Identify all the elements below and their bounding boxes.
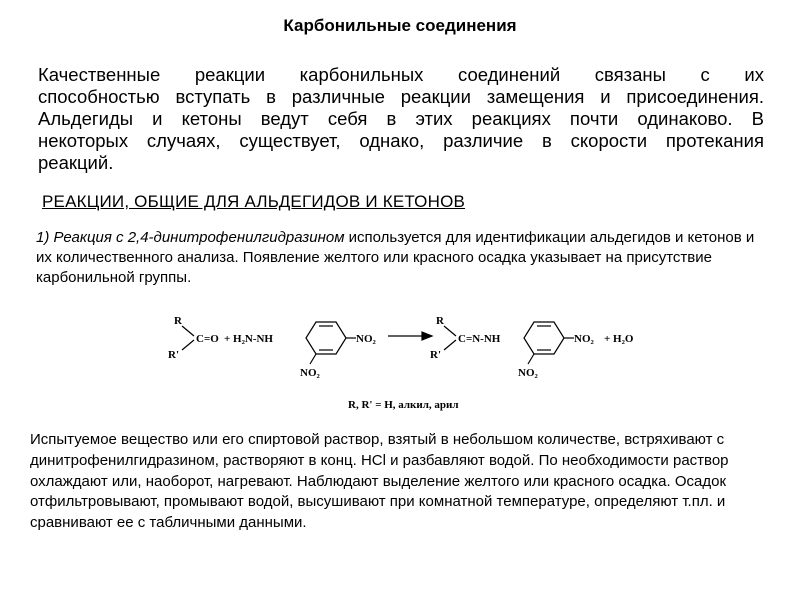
section-heading: РЕАКЦИИ, ОБЩИЕ ДЛЯ АЛЬДЕГИДОВ И КЕТОНОВ <box>42 192 466 211</box>
intro-line: способностью вступать в различные реакции замещения и присоединения. <box>38 86 764 107</box>
reaction-scheme <box>160 308 660 418</box>
substituents-label: R, R' = H, алкил, арил <box>348 399 459 411</box>
no2-label: NO₂ <box>300 367 320 379</box>
slide-title: Карбонильные соединения <box>283 16 517 35</box>
intro-paragraph <box>38 64 764 174</box>
reagent-label: + H₂N-NH <box>224 333 273 345</box>
r-label: R <box>436 315 444 327</box>
method-description: используется для идентификации альдегидов и кетонов и их количественного анализа. Появление желтого или красного осадка указывает на присутствие карбонильной группы. <box>36 229 755 286</box>
procedure-paragraph: Испытуемое вещество или его спиртовой раствор, взятый в небольшом количестве, встряхивают с динитрофенилгидразином, растворяют в конц. HCl и разбавляют водой. По необходимости раствор охлаждают или, наоборот, нагревают. Наблюдают выделение желтого или красного осадка. Осадок отфильтровывают, промывают водой, высушивают при комнатной температуре, определяют т.пл. и сравнивают ее с табличными данными. <box>30 431 729 532</box>
r-label: R <box>174 315 182 327</box>
intro-line: некоторых случаях, существует, однако, различие в скорости протекания <box>38 130 764 151</box>
water-label: + H₂O <box>604 333 634 345</box>
intro-line: Альдегиды и кетоны ведут себя в этих реакциях почти одинаково. В <box>38 108 764 129</box>
method-paragraph <box>36 228 766 288</box>
r-prime-label: R' <box>430 349 441 361</box>
no2-label: NO₂ <box>518 367 538 379</box>
intro-line: реакций. <box>38 152 114 173</box>
hydrazone-label: C=N-NH <box>458 333 501 345</box>
no2-label: NO₂ <box>574 333 594 345</box>
intro-line: Качественные реакции карбонильных соединений связаны с их <box>38 64 764 85</box>
no2-label: NO₂ <box>356 333 376 345</box>
carbonyl-label: C=O <box>196 333 219 345</box>
method-title: 1) Реакция с 2,4-динитрофенилгидразином <box>36 229 345 246</box>
r-prime-label: R' <box>168 349 179 361</box>
